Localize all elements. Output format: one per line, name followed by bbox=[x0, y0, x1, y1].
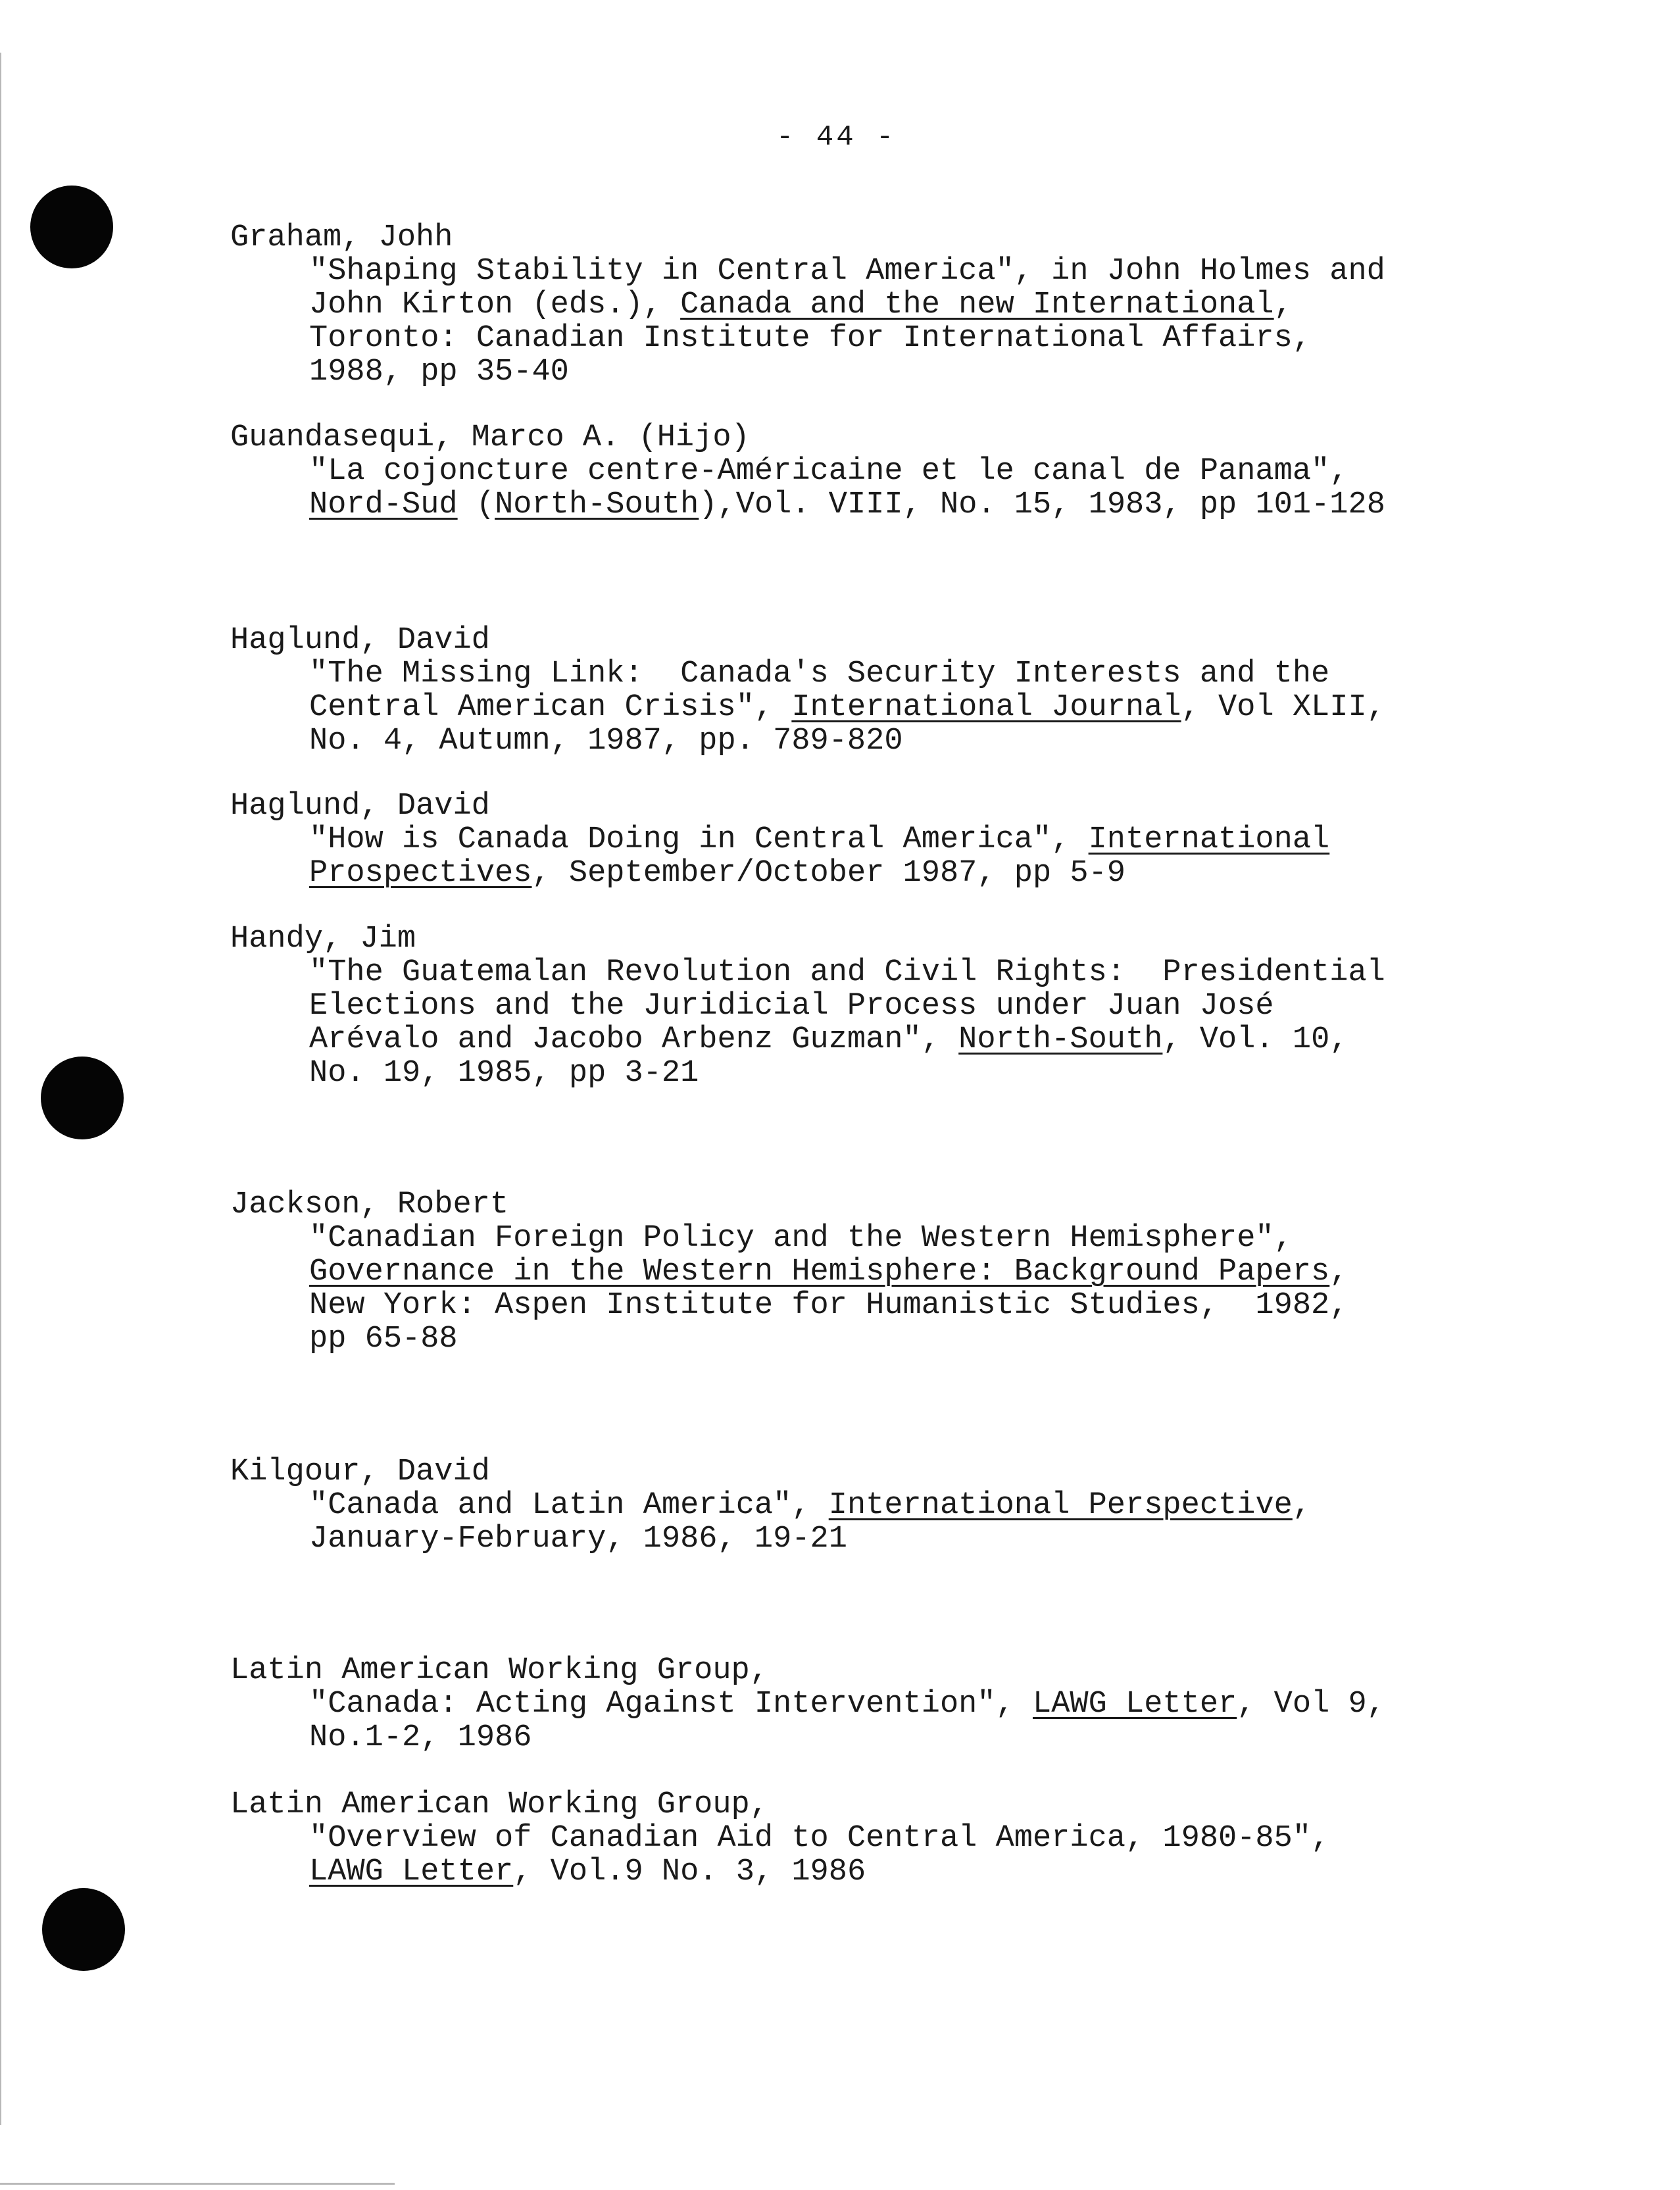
citation-text: , September/October 1987, pp 5-9 bbox=[531, 856, 1126, 891]
citation-text: Toronto: Canadian Institute for International Affairs, bbox=[309, 321, 1312, 356]
entry-line bbox=[230, 1255, 1546, 1289]
publication-title: Canada and the new International bbox=[680, 287, 1274, 322]
bibliography-entry bbox=[230, 1188, 1546, 1356]
citation-text: "How is Canada Doing in Central America", bbox=[309, 822, 1089, 857]
entry-line bbox=[230, 1855, 1546, 1889]
entry-line bbox=[230, 956, 1546, 989]
citation-text: , bbox=[1273, 287, 1293, 322]
scan-left-edge bbox=[0, 53, 4, 2125]
bibliography-entry bbox=[230, 1654, 1546, 1754]
bibliography-entry bbox=[230, 1788, 1546, 1889]
entry-line bbox=[230, 1322, 1546, 1356]
citation-text: Central American Crisis", bbox=[309, 690, 792, 725]
entry-author: Haglund, David bbox=[230, 623, 490, 658]
entry-line bbox=[230, 1721, 1546, 1754]
entry-author: Latin American Working Group, bbox=[230, 1787, 768, 1822]
entry-line bbox=[230, 288, 1546, 322]
bibliography-entry bbox=[230, 421, 1546, 522]
citation-text: "La cojoncture centre-Américaine et le canal de Panama", bbox=[309, 454, 1348, 489]
citation-text: 1988, pp 35-40 bbox=[309, 355, 569, 389]
citation-text: Arévalo and Jacobo Arbenz Guzman", bbox=[309, 1022, 959, 1057]
entry-line bbox=[230, 1023, 1546, 1057]
citation-text: January-February, 1986, 19-21 bbox=[309, 1522, 847, 1556]
entry-line bbox=[230, 1057, 1546, 1090]
publication-title: LAWG Letter bbox=[1032, 1687, 1237, 1722]
entry-author: Haglund, David bbox=[230, 789, 490, 824]
citation-text: , Vol 9, bbox=[1237, 1687, 1385, 1722]
entry-line bbox=[230, 1522, 1546, 1556]
bibliography-entry bbox=[230, 789, 1546, 890]
entry-line bbox=[230, 657, 1546, 691]
punch-hole-bottom bbox=[42, 1888, 125, 1971]
entry-author: Latin American Working Group, bbox=[230, 1653, 768, 1688]
entry-line bbox=[230, 1222, 1546, 1255]
citation-text: New York: Aspen Institute for Humanistic Studies, 1982, bbox=[309, 1288, 1348, 1323]
scan-bottom-edge bbox=[0, 2183, 395, 2185]
entry-line bbox=[230, 1822, 1546, 1855]
publication-title: Nord-Sud bbox=[309, 487, 458, 522]
citation-text: , bbox=[1329, 1255, 1348, 1289]
entry-line bbox=[230, 488, 1546, 522]
bibliography-entry bbox=[230, 624, 1546, 758]
citation-text: "Canada and Latin America", bbox=[309, 1488, 829, 1523]
citation-text: ),Vol. VIII, No. 15, 1983, pp 101-128 bbox=[699, 487, 1385, 522]
entry-author: Handy, Jim bbox=[230, 922, 416, 957]
citation-text: "The Guatemalan Revolution and Civil Rights: Presidential bbox=[309, 955, 1385, 990]
citation-text: "Canadian Foreign Policy and the Western Hemisphere", bbox=[309, 1221, 1293, 1256]
punch-hole-middle bbox=[41, 1057, 124, 1139]
bibliography-entry bbox=[230, 221, 1546, 389]
citation-text: Elections and the Juridicial Process under Juan José bbox=[309, 989, 1274, 1024]
publication-title: Prospectives bbox=[309, 856, 532, 891]
entry-line bbox=[230, 989, 1546, 1023]
entry-line bbox=[230, 1687, 1546, 1721]
citation-text: , Vol XLII, bbox=[1181, 690, 1385, 725]
publication-title: North-South bbox=[495, 487, 699, 522]
publication-title: Governance in the Western Hemisphere: Background Papers bbox=[309, 1255, 1330, 1289]
page-number: - 44 - bbox=[776, 121, 897, 154]
entry-author: Graham, Johh bbox=[230, 220, 453, 255]
entry-line bbox=[230, 255, 1546, 288]
entry-line bbox=[230, 823, 1546, 857]
publication-title: International bbox=[1088, 822, 1330, 857]
citation-text: ( bbox=[457, 487, 495, 522]
citation-text: "Canada: Acting Against Intervention", bbox=[309, 1687, 1033, 1722]
citation-text: "Shaping Stability in Central America", in John Holmes and bbox=[309, 254, 1385, 289]
entry-line bbox=[230, 1289, 1546, 1322]
punch-hole-top bbox=[30, 186, 113, 268]
publication-title: LAWG Letter bbox=[309, 1854, 514, 1889]
publication-title: North-South bbox=[958, 1022, 1163, 1057]
citation-text: John Kirton (eds.), bbox=[309, 287, 681, 322]
citation-text: No.1-2, 1986 bbox=[309, 1720, 532, 1755]
entry-line bbox=[230, 857, 1546, 890]
citation-text: pp 65-88 bbox=[309, 1322, 458, 1356]
entry-author: Guandasequi, Marco A. (Hijo) bbox=[230, 420, 750, 455]
publication-title: International Perspective bbox=[828, 1488, 1293, 1523]
publication-title: International Journal bbox=[791, 690, 1181, 725]
entry-author: Jackson, Robert bbox=[230, 1187, 509, 1222]
citation-text: "The Missing Link: Canada's Security Interests and the bbox=[309, 657, 1330, 691]
entry-line bbox=[230, 355, 1546, 389]
entry-line bbox=[230, 455, 1546, 488]
bibliography-entry bbox=[230, 1455, 1546, 1556]
citation-text: , bbox=[1292, 1488, 1312, 1523]
bibliography-entry bbox=[230, 922, 1546, 1090]
citation-text: "Overview of Canadian Aid to Central America, 1980-85", bbox=[309, 1821, 1330, 1856]
citation-text: , Vol. 10, bbox=[1162, 1022, 1348, 1057]
entry-line bbox=[230, 322, 1546, 355]
entry-line bbox=[230, 691, 1546, 724]
citation-text: No. 4, Autumn, 1987, pp. 789-820 bbox=[309, 724, 903, 759]
citation-text: , Vol.9 No. 3, 1986 bbox=[513, 1854, 866, 1889]
citation-text: No. 19, 1985, pp 3-21 bbox=[309, 1056, 699, 1091]
entry-author: Kilgour, David bbox=[230, 1455, 490, 1489]
entry-line bbox=[230, 724, 1546, 758]
entry-line bbox=[230, 1489, 1546, 1522]
